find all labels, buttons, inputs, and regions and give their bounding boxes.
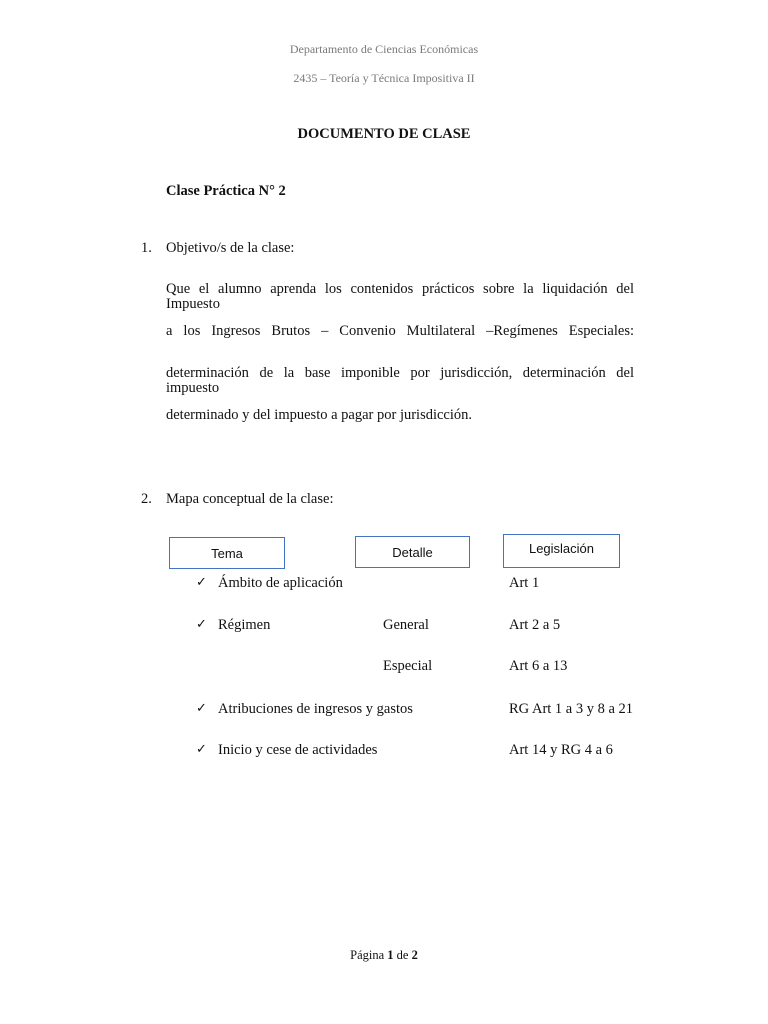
of-word: de — [396, 948, 409, 962]
objective-line-4: determinado y del impuesto a pagar por jurisdicción. — [166, 407, 473, 423]
row-1-tema: Régimen — [218, 617, 271, 633]
row-3-legislacion: RG Art 1 a 3 y 8 a 21 — [509, 701, 634, 717]
detalle-column-header: Detalle — [355, 536, 470, 568]
section2-number: 2. — [141, 491, 152, 507]
tema-column-header: Tema — [169, 537, 285, 569]
row-1-detalle: General — [383, 617, 429, 633]
section1-heading: Objetivo/s de la clase: — [166, 240, 295, 256]
row-4-tema: Inicio y cese de actividades — [218, 742, 378, 758]
row-2-legislacion: Art 6 a 13 — [509, 658, 568, 674]
row-0-tema: Ámbito de aplicación — [218, 575, 343, 591]
row-2-detalle: Especial — [383, 658, 433, 674]
row-0-legislacion: Art 1 — [509, 575, 540, 591]
objective-line-2: a los Ingresos Brutos – Convenio Multilateral –Regímenes Especiales: — [166, 323, 634, 339]
check-icon: ✓ — [196, 617, 207, 632]
page-footer — [0, 948, 768, 963]
course-header: 2435 – Teoría y Técnica Impositiva II — [293, 71, 475, 85]
row-1-legislacion: Art 2 a 5 — [509, 617, 561, 633]
check-icon: ✓ — [196, 701, 207, 716]
objective-line-1: Que el alumno aprenda los contenidos prácticos sobre la liquidación del Impuesto — [166, 281, 634, 312]
check-icon: ✓ — [196, 742, 207, 757]
legislacion-column-header: Legislación — [503, 534, 620, 568]
section1-number: 1. — [141, 240, 152, 256]
document-title: DOCUMENTO DE CLASE — [297, 126, 471, 142]
row-3-tema: Atribuciones de ingresos y gastos — [218, 701, 413, 717]
page-word: Página — [350, 948, 385, 962]
objective-line-3: determinación de la base imponible por jurisdicción, determinación del impuesto — [166, 365, 634, 396]
total-pages: 2 — [411, 948, 418, 962]
department-header: Departamento de Ciencias Económicas — [289, 42, 479, 56]
check-icon: ✓ — [196, 575, 207, 590]
class-name: Clase Práctica N° 2 — [166, 183, 286, 199]
current-page: 1 — [387, 948, 394, 962]
row-4-legislacion: Art 14 y RG 4 a 6 — [509, 742, 613, 758]
section2-heading: Mapa conceptual de la clase: — [166, 491, 334, 507]
